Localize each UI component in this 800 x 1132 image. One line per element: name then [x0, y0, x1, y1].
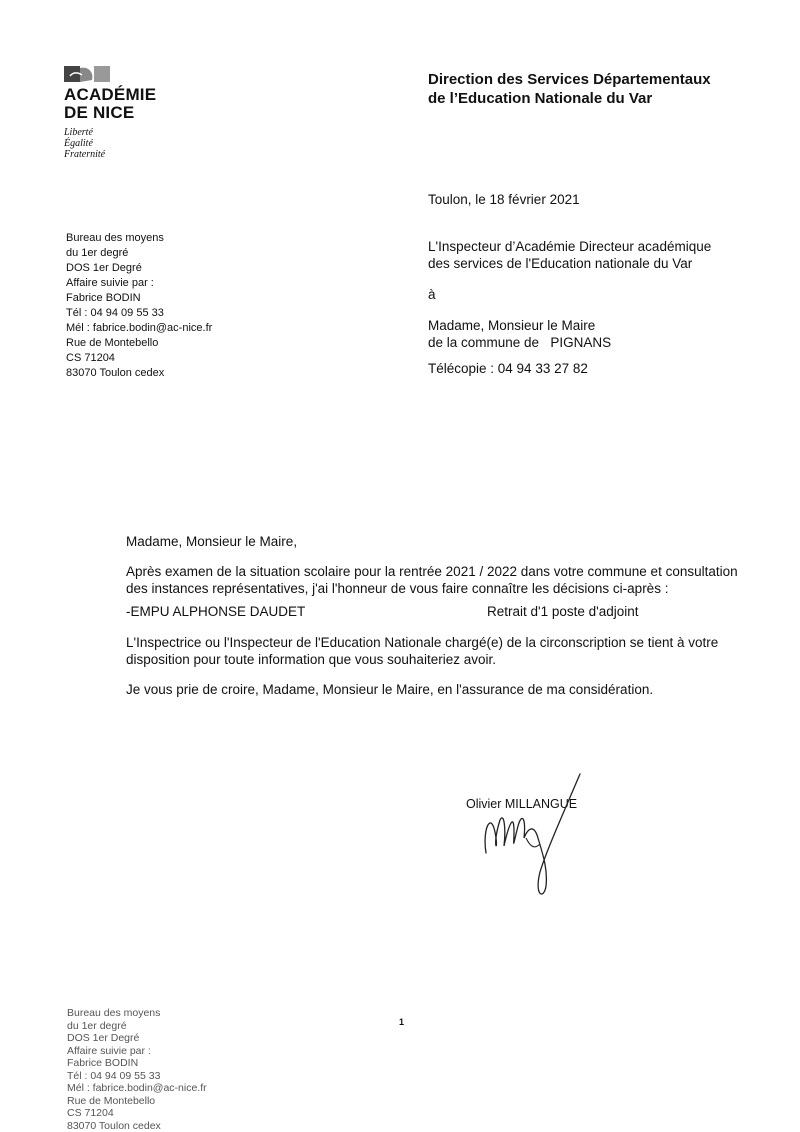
contact-line: DOS 1er Degré — [66, 261, 212, 276]
contact-line: Bureau des moyens — [66, 231, 212, 246]
body-paragraph-1: Après examen de la situation scolaire pour la rentrée 2021 / 2022 dans votre commune et consultation des instances représentatives, j'ai l'honneur de vous faire connaître les décisions ci-après : — [126, 563, 738, 597]
academie-logo — [64, 66, 184, 160]
footer-line: Affaire suivie par : — [67, 1045, 207, 1058]
footer-line: CS 71204 — [67, 1107, 207, 1120]
motto-fraternite: Fraternité — [64, 149, 184, 160]
contact-email: Mél : fabrice.bodin@ac-nice.fr — [66, 321, 212, 336]
body-paragraph-2: L'Inspectrice ou l'Inspecteur de l'Education Nationale chargé(e) de la circonscription se tient à votre disposition pour toute information que vous souhaiteriez avoir. — [126, 634, 738, 668]
contact-line: 83070 Toulon cedex — [66, 366, 212, 381]
footer-phone: Tél : 04 94 09 55 33 — [67, 1070, 207, 1083]
header-line2: de l’Education Nationale du Var — [428, 89, 711, 108]
recipient-block — [428, 238, 711, 377]
footer-line: DOS 1er Degré — [67, 1032, 207, 1045]
footer-line: Fabrice BODIN — [67, 1057, 207, 1070]
republic-motto — [64, 127, 184, 160]
contact-phone: Tél : 04 94 09 55 33 — [66, 306, 212, 321]
decision-school: -EMPU ALPHONSE DAUDET — [126, 603, 487, 620]
contact-line: Affaire suivie par : — [66, 276, 212, 291]
academie-name — [64, 86, 184, 122]
decision-action: Retrait d'1 poste d'adjoint — [487, 603, 639, 620]
footer-email: Mél : fabrice.bodin@ac-nice.fr — [67, 1082, 207, 1095]
footer-line: du 1er degré — [67, 1020, 207, 1033]
academie-name-line1: ACADÉMIE — [64, 86, 184, 104]
motto-egalite: Égalité — [64, 138, 184, 149]
decision-row — [126, 603, 738, 620]
footer-line: 83070 Toulon cedex — [67, 1120, 207, 1132]
letter-header — [428, 70, 711, 108]
header-line1: Direction des Services Départementaux — [428, 70, 711, 89]
recipient-line1: Madame, Monsieur le Maire — [428, 317, 711, 334]
recipient-preposition: à — [428, 286, 711, 303]
greeting: Madame, Monsieur le Maire, — [126, 533, 738, 550]
footer-contact-block — [67, 1007, 207, 1132]
sender-title-line2: des services de l'Education nationale du Var — [428, 255, 711, 272]
sender-contact-block — [66, 231, 212, 381]
signatory-name: Olivier MILLANGUE — [466, 797, 577, 811]
closing-formula: Je vous prie de croire, Madame, Monsieur le Maire, en l'assurance de ma considération. — [126, 681, 738, 698]
motto-liberte: Liberté — [64, 127, 184, 138]
contact-line: CS 71204 — [66, 351, 212, 366]
contact-line: du 1er degré — [66, 246, 212, 261]
page-number: 1 — [399, 1017, 404, 1027]
marianne-emblem-icon — [64, 66, 112, 82]
contact-line: Rue de Montebello — [66, 336, 212, 351]
recipient-line2: de la commune de PIGNANS — [428, 334, 711, 351]
contact-line: Fabrice BODIN — [66, 291, 212, 306]
footer-line: Bureau des moyens — [67, 1007, 207, 1020]
handwritten-signature — [478, 768, 608, 908]
footer-line: Rue de Montebello — [67, 1095, 207, 1108]
academie-name-line2: DE NICE — [64, 104, 184, 122]
letter-body — [126, 533, 738, 698]
sender-title-line1: L'Inspecteur d’Académie Directeur académique — [428, 238, 711, 255]
letter-date: Toulon, le 18 février 2021 — [428, 192, 580, 207]
recipient-fax: Télécopie : 04 94 33 27 82 — [428, 360, 711, 377]
